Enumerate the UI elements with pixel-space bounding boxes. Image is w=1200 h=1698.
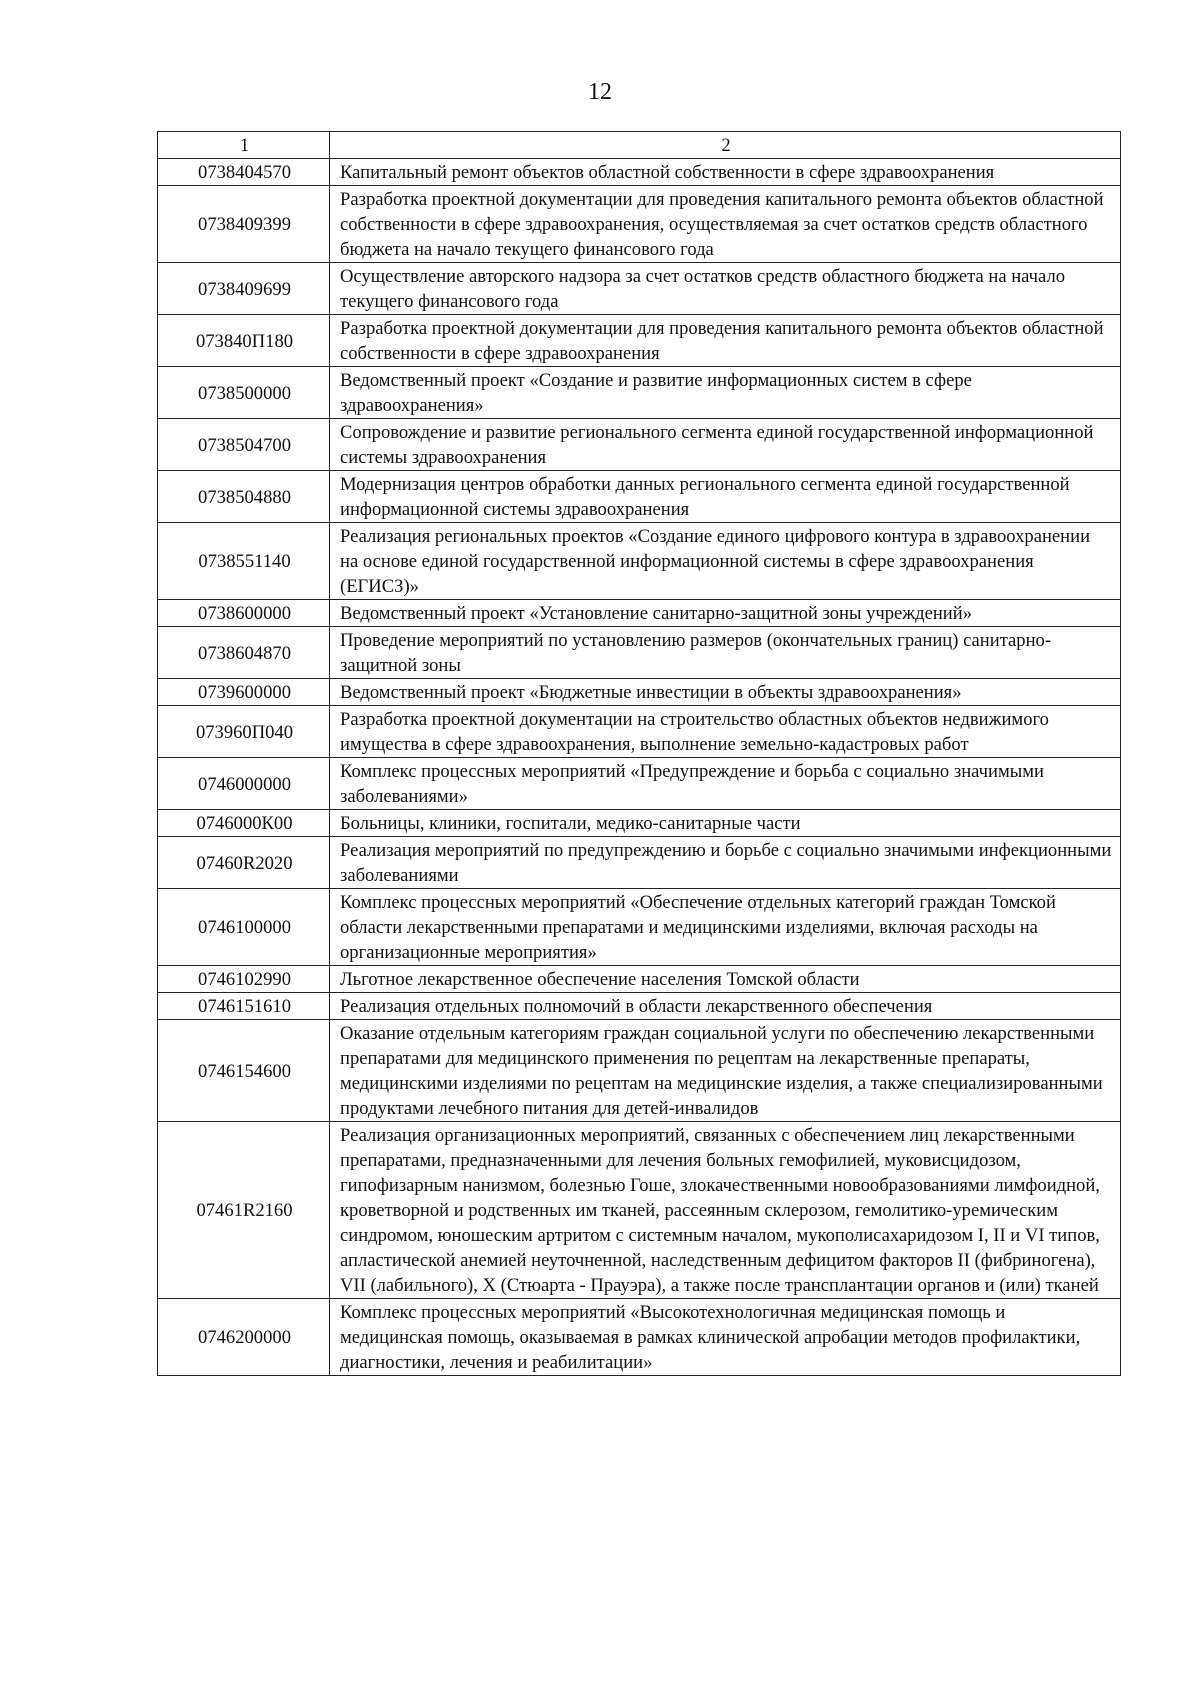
code-cell: 073960П040 xyxy=(158,706,330,758)
name-cell: Модернизация центров обработки данных регионального сегмента единой государственной информационной системы здравоохранения xyxy=(330,471,1121,523)
table-row xyxy=(158,159,1121,186)
table-body xyxy=(158,159,1121,1376)
name-cell: Оказание отдельным категориям граждан социальной услуги по обеспечению лекарственными препаратами для медицинского применения по рецептам на лекарственные препараты, медицинскими изделиями по рецептам на медицинские изделия, а также специализированными продуктами лечебного питания для детей-инвалидов xyxy=(330,1020,1121,1122)
table-row xyxy=(158,679,1121,706)
code-cell: 0746100000 xyxy=(158,889,330,966)
name-cell: Осуществление авторского надзора за счет остатков средств областного бюджета на начало текущего финансового года xyxy=(330,263,1121,315)
name-cell: Комплекс процессных мероприятий «Высокотехнологичная медицинская помощь и медицинская помощь, оказываемая в рамках клинической апробации методов профилактики, диагностики, лечения и реабилитации» xyxy=(330,1299,1121,1376)
column-header-name: 2 xyxy=(330,132,1121,159)
code-cell: 0746154600 xyxy=(158,1020,330,1122)
page-number: 12 xyxy=(588,79,612,105)
table-row xyxy=(158,1020,1121,1122)
name-cell: Ведомственный проект «Бюджетные инвестиции в объекты здравоохранения» xyxy=(330,679,1121,706)
name-cell: Разработка проектной документации для проведения капитального ремонта объектов областной собственности в сфере здравоохранения xyxy=(330,315,1121,367)
name-cell: Ведомственный проект «Создание и развитие информационных систем в сфере здравоохранения» xyxy=(330,367,1121,419)
column-header-code: 1 xyxy=(158,132,330,159)
code-cell: 0746200000 xyxy=(158,1299,330,1376)
code-cell: 073840П180 xyxy=(158,315,330,367)
code-cell: 0738500000 xyxy=(158,367,330,419)
name-cell: Комплекс процессных мероприятий «Предупреждение и борьба с социально значимыми заболеваниями» xyxy=(330,758,1121,810)
table-row xyxy=(158,993,1121,1020)
code-cell: 0746000К00 xyxy=(158,810,330,837)
table-header-row xyxy=(158,132,1121,159)
table-row xyxy=(158,367,1121,419)
table-row xyxy=(158,810,1121,837)
table-row xyxy=(158,471,1121,523)
name-cell: Льготное лекарственное обеспечение населения Томской области xyxy=(330,966,1121,993)
code-cell: 07461R2160 xyxy=(158,1122,330,1299)
name-cell: Капитальный ремонт объектов областной собственности в сфере здравоохранения xyxy=(330,159,1121,186)
name-cell: Реализация организационных мероприятий, связанных с обеспечением лиц лекарственными препаратами, предназначенными для лечения больных гемофилией, муковисцидозом, гипофизарным нанизмом, болезнью Гоше, злокачественными новообразованиями лимфоидной, кроветворной и родственных им тканей, рассеянным склерозом, гемолитико-уремическим синдромом, юношеским артритом с системным началом, мукополисахаридозом I, II и VI типов, апластической анемией неуточненной, наследственным дефицитом факторов II (фибриногена), VII (лабильного), X (Стюарта - Прауэра), а также после трансплантации органов и (или) тканей xyxy=(330,1122,1121,1299)
code-cell: 0738504880 xyxy=(158,471,330,523)
table-row xyxy=(158,1122,1121,1299)
name-cell: Ведомственный проект «Установление санитарно-защитной зоны учреждений» xyxy=(330,600,1121,627)
code-cell: 0738551140 xyxy=(158,523,330,600)
code-cell: 0739600000 xyxy=(158,679,330,706)
table-row xyxy=(158,523,1121,600)
table-row xyxy=(158,186,1121,263)
table-row xyxy=(158,419,1121,471)
table-row xyxy=(158,1299,1121,1376)
name-cell: Разработка проектной документации для проведения капитального ремонта объектов областной собственности в сфере здравоохранения, осуществляемая за счет остатков средств областного бюджета на начало текущего финансового года xyxy=(330,186,1121,263)
name-cell: Проведение мероприятий по установлению размеров (окончательных границ) санитарно-защитной зоны xyxy=(330,627,1121,679)
code-cell: 0746102990 xyxy=(158,966,330,993)
code-cell: 0746151610 xyxy=(158,993,330,1020)
code-cell: 0738604870 xyxy=(158,627,330,679)
table-row xyxy=(158,627,1121,679)
name-cell: Разработка проектной документации на строительство областных объектов недвижимого имущества в сфере здравоохранения, выполнение земельно-кадастровых работ xyxy=(330,706,1121,758)
code-cell: 0738600000 xyxy=(158,600,330,627)
name-cell: Реализация мероприятий по предупреждению и борьбе с социально значимыми инфекционными заболеваниями xyxy=(330,837,1121,889)
name-cell: Реализация отдельных полномочий в области лекарственного обеспечения xyxy=(330,993,1121,1020)
table-row xyxy=(158,837,1121,889)
name-cell: Сопровождение и развитие регионального сегмента единой государственной информационной системы здравоохранения xyxy=(330,419,1121,471)
budget-code-table xyxy=(157,131,1121,1376)
table-row xyxy=(158,315,1121,367)
name-cell: Комплекс процессных мероприятий «Обеспечение отдельных категорий граждан Томской области лекарственными препаратами и медицинскими изделиями, включая расходы на организационные мероприятия» xyxy=(330,889,1121,966)
table-row xyxy=(158,889,1121,966)
table-row xyxy=(158,600,1121,627)
code-cell: 07460R2020 xyxy=(158,837,330,889)
code-cell: 0738409699 xyxy=(158,263,330,315)
code-cell: 0738409399 xyxy=(158,186,330,263)
code-cell: 0738504700 xyxy=(158,419,330,471)
name-cell: Больницы, клиники, госпитали, медико-санитарные части xyxy=(330,810,1121,837)
code-cell: 0746000000 xyxy=(158,758,330,810)
table-row xyxy=(158,758,1121,810)
table-row xyxy=(158,706,1121,758)
table-row xyxy=(158,966,1121,993)
name-cell: Реализация региональных проектов «Создание единого цифрового контура в здравоохранении на основе единой государственной информационной системы в сфере здравоохранения (ЕГИСЗ)» xyxy=(330,523,1121,600)
table-row xyxy=(158,263,1121,315)
code-cell: 0738404570 xyxy=(158,159,330,186)
